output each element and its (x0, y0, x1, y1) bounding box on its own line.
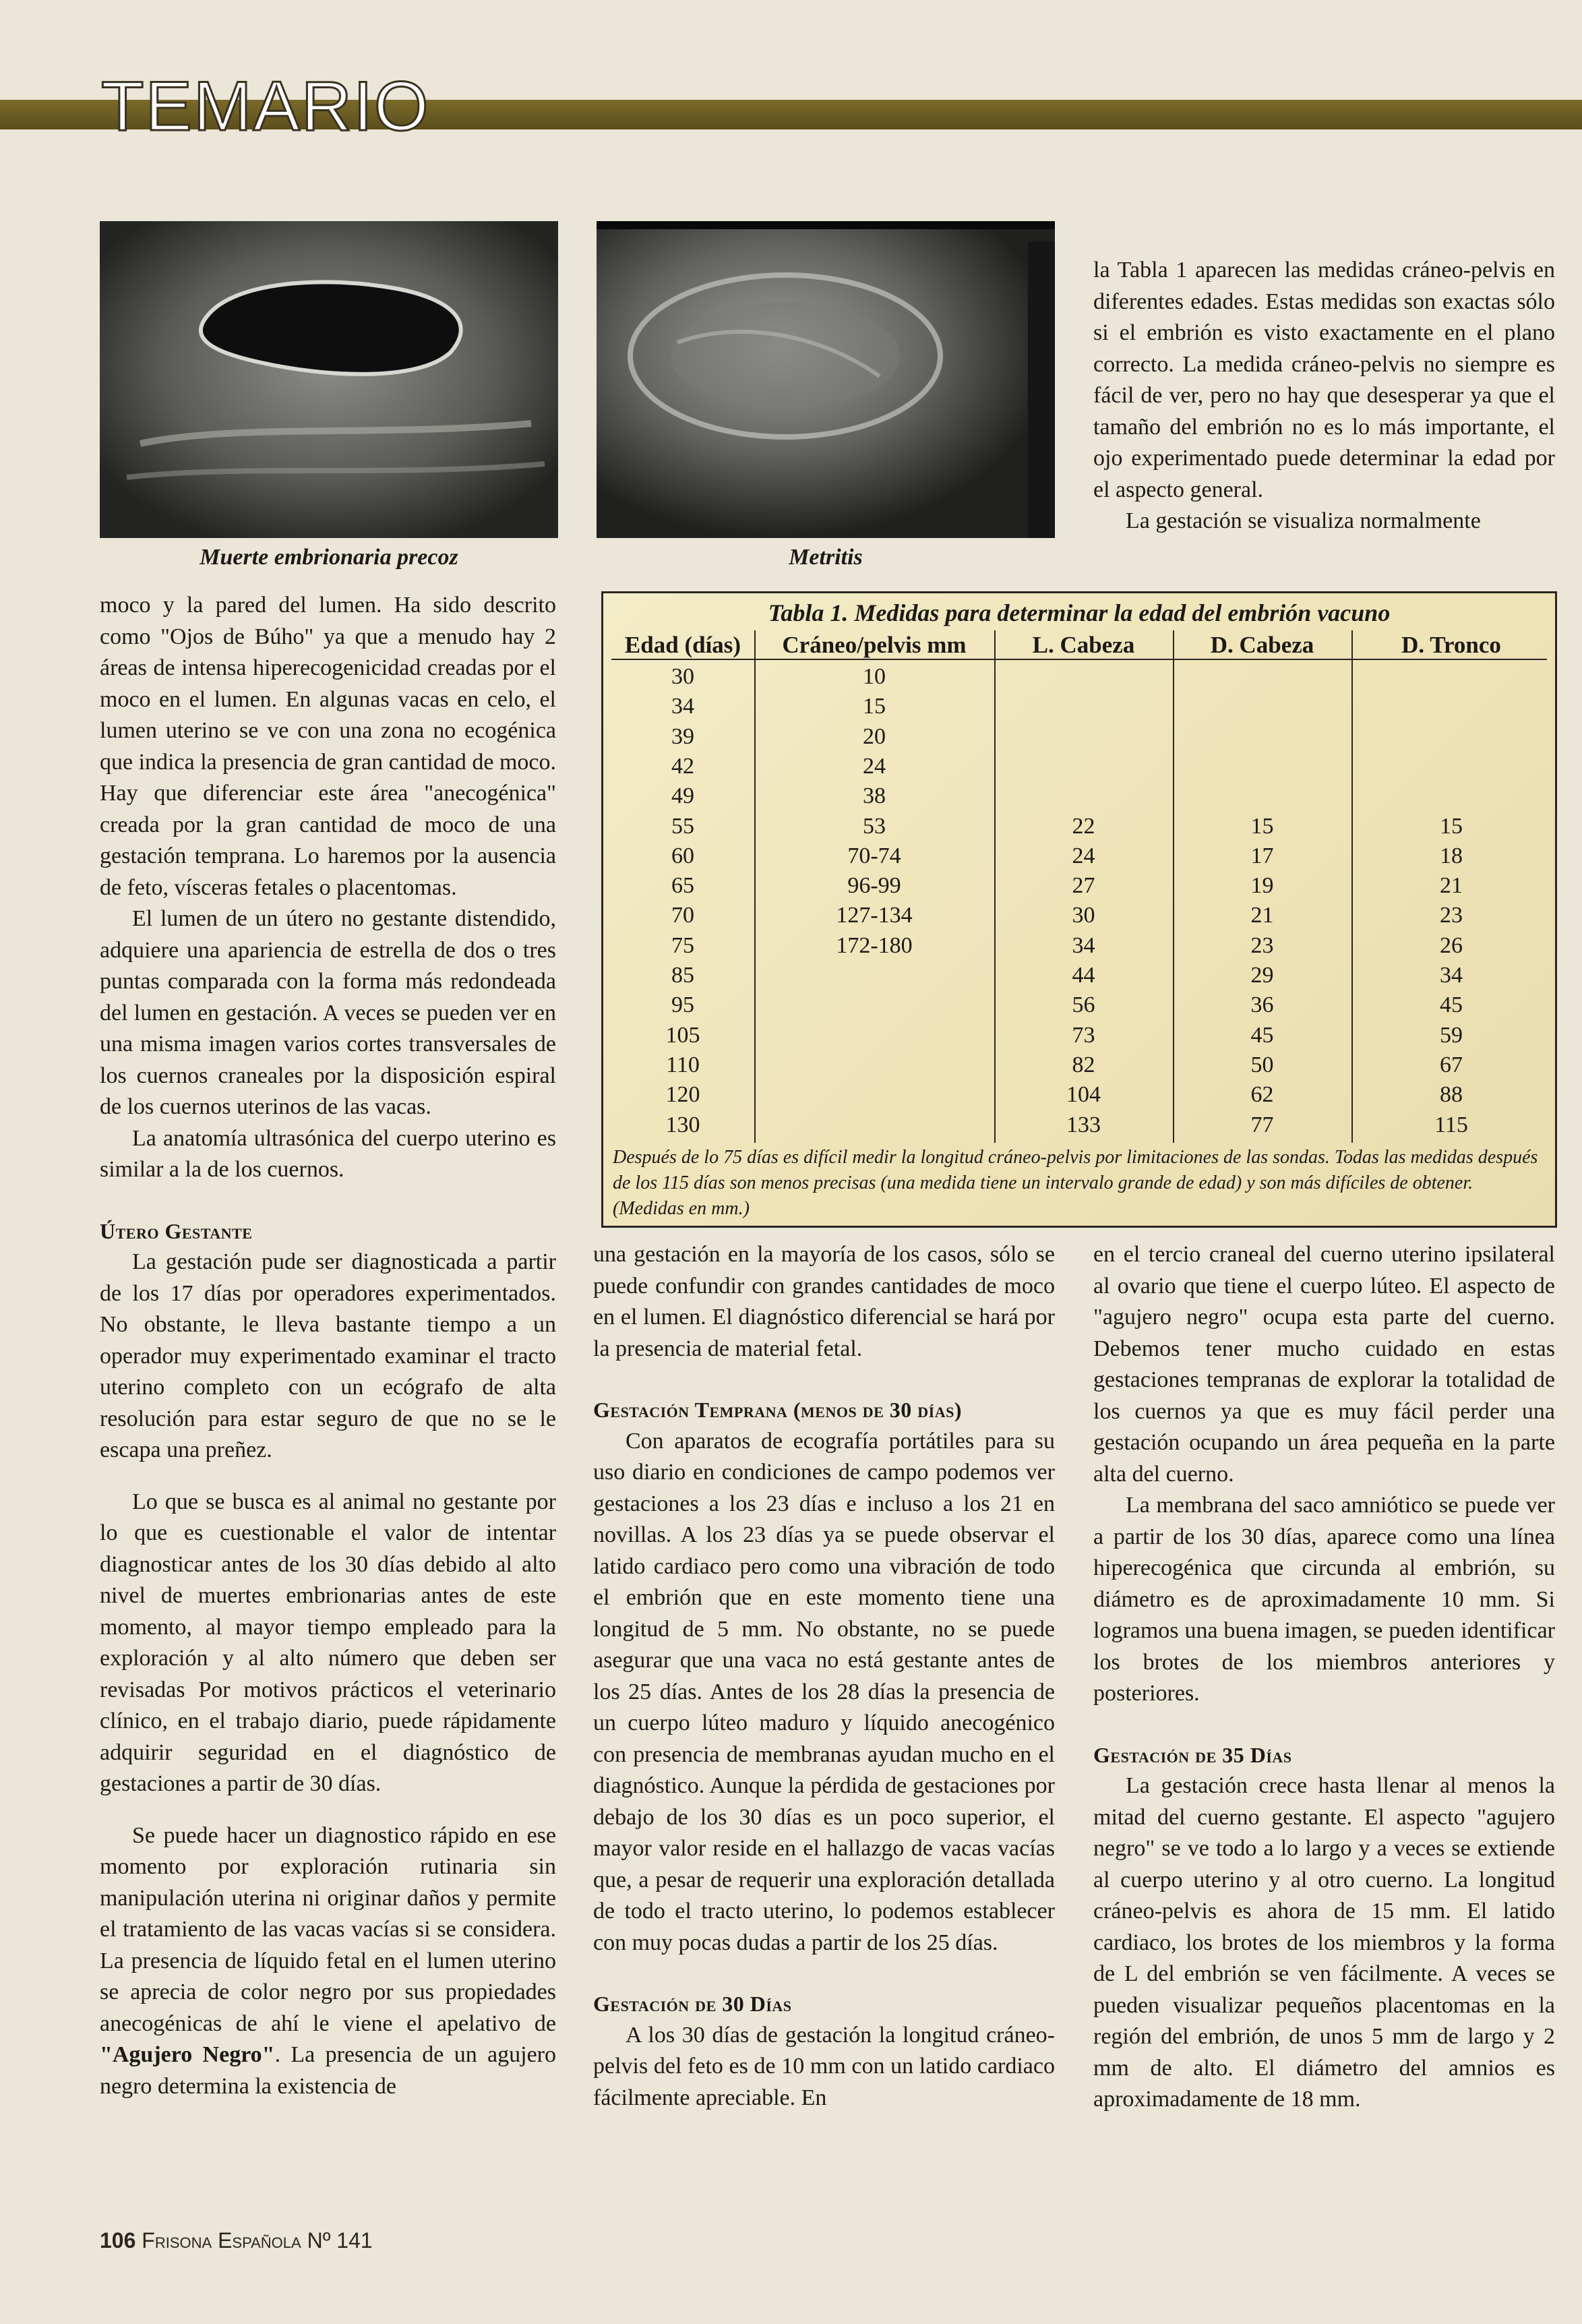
table-cell: 34 (1072, 932, 1095, 958)
table-cell: 42 (671, 753, 694, 779)
column-header: L. Cabeza (1032, 632, 1135, 658)
table-row (603, 1050, 1555, 1080)
table-cell: 110 (666, 1052, 700, 1077)
table-row (603, 692, 1555, 721)
section-heading: Útero Gestante (100, 1218, 253, 1243)
table-cell: 120 (665, 1082, 700, 1108)
table-cell: 85 (671, 963, 694, 988)
table-row (603, 901, 1555, 930)
table-cell: 38 (863, 783, 886, 809)
paragraph: La gestación crece hasta llenar al menos la mitad del cuerno gestante. El aspecto "agujero negro" se ve todo a lo largo y a veces se extiende al cuerpo uterino y al otro cuerno. La longitud cráneo-pelvis es ahora de 15 mm. El latido cardiaco, los brotes de los miembros y la forma de L del embrión se ven fácilmente. A veces se pueden visualizar pequeños placentomas en la región del embrión, de unos 5 mm de largo y 2 mm de alto. El diámetro del amnios es aproximadamente de 18 mm. (1093, 1773, 1555, 2112)
table-cell: 130 (665, 1112, 700, 1137)
table-row (603, 781, 1555, 811)
table-cell: 44 (1072, 963, 1095, 988)
table-cell: 15 (1440, 813, 1463, 839)
issue-number: Nº 141 (307, 2228, 373, 2253)
table-cell: 27 (1072, 873, 1095, 899)
section-heading: Gestación Temprana (menos de 30 días) (593, 1398, 962, 1422)
text-column-right-top (1093, 255, 1555, 537)
paragraph (100, 1820, 556, 2103)
text-column-right-bottom (1093, 1239, 1555, 2116)
paragraph-text: Se puede hacer un diagnostico rápido en ese momento por exploración rutinaria sin manipulación uterina ni originar daños y permite el tratamiento de las vacas vacías si se considera. La presencia de líquido fetal en el lumen uterino se aprecia de color negro por sus propiedades anecogénicas de ahí le viene el apelativo de (100, 1822, 556, 2036)
table-cell: 23 (1250, 932, 1274, 958)
table-cell: 73 (1072, 1022, 1095, 1048)
table-cell: 29 (1250, 963, 1274, 988)
table-cell: 45 (1440, 992, 1463, 1018)
table-cell: 30 (671, 664, 694, 689)
table-row (603, 990, 1555, 1020)
table-cell: 36 (1250, 992, 1274, 1018)
paragraph: A los 30 días de gestación la longitud cráneo-pelvis del feto es de 10 mm con un latido cardiaco fácilmente apreciable. En (593, 2022, 1055, 2110)
table-cell: 88 (1440, 1082, 1463, 1108)
emphasis-term: "Agujero Negro" (100, 2042, 275, 2067)
table-row (603, 931, 1555, 961)
table-cell: 60 (671, 843, 694, 868)
table-row (603, 752, 1555, 781)
table-cell: 39 (671, 723, 694, 749)
table-cell: 50 (1250, 1052, 1274, 1077)
paragraph: la Tabla 1 aparecen las medidas cráneo-pelvis en diferentes edades. Estas medidas son exactas sólo si el embrión es visto exactamente en el plano correcto. La medida cráneo-pelvis no siempre es fácil de ver, pero no hay que desesperar ya que el tamaño del embrión no es lo más importante, el ojo experimentado puede determinar la edad por el aspecto general. (1093, 258, 1555, 502)
table-cell: 172-180 (836, 932, 913, 958)
paragraph: Lo que se busca es al animal no gestante por lo que es cuestionable el valor de intentar diagnosticar antes de los 30 días debido al alto nivel de muertes embrionarias antes de este momento, al mayor tiempo empleado para la exploración y al alto número que deben ser revisadas Por motivos prácticos el veterinario clínico, en el trabajo diario, puede rápidamente adquirir seguridad en el diagnóstico de gestaciones a partir de 30 días. (100, 1489, 556, 1796)
table-cell: 22 (1072, 813, 1095, 839)
section-title: TEMARIO (101, 67, 430, 146)
table-cell: 19 (1250, 873, 1274, 899)
table-row (603, 841, 1555, 871)
figure-caption: Metritis (789, 545, 863, 570)
table-cell: 62 (1250, 1082, 1274, 1108)
table-cell: 95 (671, 992, 694, 1018)
paragraph-text: . La presencia de un agujero negro determina la existencia de (100, 2042, 556, 2099)
column-header: Cráneo/pelvis mm (782, 632, 967, 658)
table-cell: 49 (671, 783, 694, 809)
table-cell: 75 (671, 932, 694, 958)
table-cell: 34 (671, 694, 694, 719)
column-header: Edad (días) (624, 632, 741, 658)
table-cell: 133 (1066, 1112, 1101, 1137)
table-row (603, 662, 1555, 692)
table-cell: 96-99 (847, 873, 901, 899)
table-note: Después de lo 75 días es difícil medir la longitud cráneo-pelvis por limitaciones de las sondas. Todas las medidas después de los 115 días son menos precisas (una medida tiene un intervalo grande de edad) y son más difíciles de obtener. (Medidas en mm.) (613, 1147, 1538, 1219)
table-cell: 20 (863, 723, 886, 749)
table-row (603, 722, 1555, 752)
table-cell: 59 (1440, 1022, 1463, 1048)
table-cell: 18 (1440, 843, 1463, 868)
table-title: Tabla 1. Medidas para determinar la edad del embrión vacuno (768, 599, 1391, 626)
ultrasound-image-embryonic-death (100, 221, 558, 538)
table-row (603, 1080, 1555, 1110)
table-cell: 115 (1434, 1112, 1468, 1137)
paragraph: La gestación se visualiza normalmente (1126, 508, 1481, 533)
table-cell: 77 (1250, 1112, 1274, 1137)
text-column-middle (593, 1239, 1055, 2114)
table-cell: 53 (863, 813, 886, 839)
section-heading: Gestación de 35 Días (1093, 1742, 1292, 1767)
table-cell: 104 (1066, 1082, 1101, 1108)
page-footer (100, 2228, 373, 2253)
table-cell: 67 (1440, 1052, 1463, 1077)
paragraph: La anatomía ultrasónica del cuerpo uterino es similar a la de los cuernos. (100, 1125, 556, 1182)
column-header: D. Tronco (1401, 632, 1501, 658)
table-cell: 70 (671, 903, 694, 928)
table-row (603, 812, 1555, 841)
table-cell: 127-134 (836, 903, 913, 928)
table-cell: 55 (671, 813, 694, 839)
table-cell: 10 (863, 664, 886, 689)
text-column-left (100, 590, 556, 2102)
table-cell: 56 (1072, 992, 1095, 1018)
paragraph: una gestación en la mayoría de los casos, sólo se puede confundir con grandes cantidades de moco en el lumen. El diagnóstico diferencial se hará por la presencia de material fetal. (593, 1242, 1055, 1361)
paragraph: en el tercio craneal del cuerno uterino ipsilateral al ovario que tiene el cuerpo lúteo. El aspecto de "agujero negro" ocupa esta parte del cuerno. Debemos tener mucho cuidado en estas gestaciones tempranas de explorar la totalidad de los cuernos ya que es muy fácil perder una gestación ocupando un área pequeña en la parte alta del cuerno. (1093, 1242, 1555, 1487)
table-cell: 65 (671, 873, 694, 899)
paragraph: El lumen de un útero no gestante distendido, adquiere una apariencia de estrella de dos o tres puntas comparada con la forma más redondeada del lumen en gestación. A veces se pueden ver en una misma imagen varios cortes transversales de los cuernos craneales por la disposición espiral de los cuernos uterinos de las vacas. (100, 906, 556, 1119)
table-cell: 34 (1440, 963, 1463, 988)
table-cell: 82 (1072, 1052, 1095, 1077)
publication-name: Frisona Española (142, 2228, 301, 2253)
figure-caption: Muerte embrionaria precoz (200, 545, 458, 570)
table-row (603, 961, 1555, 990)
table-cell: 70-74 (847, 843, 901, 868)
paragraph: Con aparatos de ecografía portátiles para su uso diario en condiciones de campo podemos ver gestaciones a los 23 días e incluso a los 21 en novillas. A los 23 días ya se puede observar el latido cardiaco pero como una vibración de todo el embrión que en este momento tiene una longitud de 5 mm. No obstante, no se puede asegurar que una vaca no está gestante antes de los 25 días. Antes de los 28 días la presencia de un cuerpo lúteo maduro y líquido anecogénico con presencia de membranas ayudan mucho en el diagnóstico. Aunque la pérdida de gestaciones por debajo de los 30 días es un poco superior, el mayor valor reside en el hallazgo de vacas vacías que, a pesar de requerir una exploración detallada de todo el tracto uterino, lo podemos establecer con muy pocas dudas a partir de los 25 días. (593, 1428, 1055, 1955)
embryo-age-table (601, 591, 1557, 1228)
table-cell: 17 (1250, 843, 1274, 868)
table-header-row (611, 630, 1547, 660)
table-cell: 21 (1440, 873, 1463, 899)
page-number: 106 (100, 2228, 136, 2253)
table-cell: 45 (1250, 1022, 1274, 1048)
table-cell: 24 (1072, 843, 1095, 868)
table-cell: 105 (665, 1022, 700, 1048)
table-cell: 15 (1250, 813, 1274, 839)
table-row (603, 871, 1555, 901)
paragraph: La gestación pude ser diagnosticada a partir de los 17 días por operadores experimentados. No obstante, le lleva bastante tiempo a un operador muy experimentado examinar el tracto uterino completo con un ecógrafo de alta resolución para estar seguro de que no se le escapa una preñez. (100, 1249, 556, 1462)
section-heading: Gestación de 30 Días (593, 1992, 792, 2016)
table-cell: 15 (863, 694, 886, 719)
table-cell: 30 (1072, 903, 1095, 928)
column-header: D. Cabeza (1210, 632, 1314, 658)
table-row (603, 1110, 1555, 1140)
table-cell: 26 (1440, 932, 1463, 958)
table-cell: 21 (1250, 903, 1274, 928)
table-cell: 24 (863, 753, 886, 779)
table-row (603, 1021, 1555, 1050)
ultrasound-image-metritis (597, 221, 1055, 538)
paragraph: La membrana del saco amniótico se puede ver a partir de los 30 días, aparece como una línea hiperecogénica que circunda al embrión, su diámetro es de aproximadamente 10 mm. Si logramos una buena imagen, se pueden identificar los brotes de los miembros anteriores y posteriores. (1093, 1493, 1555, 1706)
table-cell: 23 (1440, 903, 1463, 928)
paragraph: moco y la pared del lumen. Ha sido descrito como "Ojos de Búho" ya que a menudo hay 2 áreas de intensa hiperecogenicidad creadas por el moco en el lumen. En algunas vacas en celo, el lumen uterino se ve con una zona no ecogénica que indica la presencia de gran cantidad de moco. Hay que diferenciar este área "anecogénica" creada por la gran cantidad de moco de una gestación temprana. Lo haremos por la ausencia de feto, vísceras fetales o placentomas. (100, 593, 556, 900)
